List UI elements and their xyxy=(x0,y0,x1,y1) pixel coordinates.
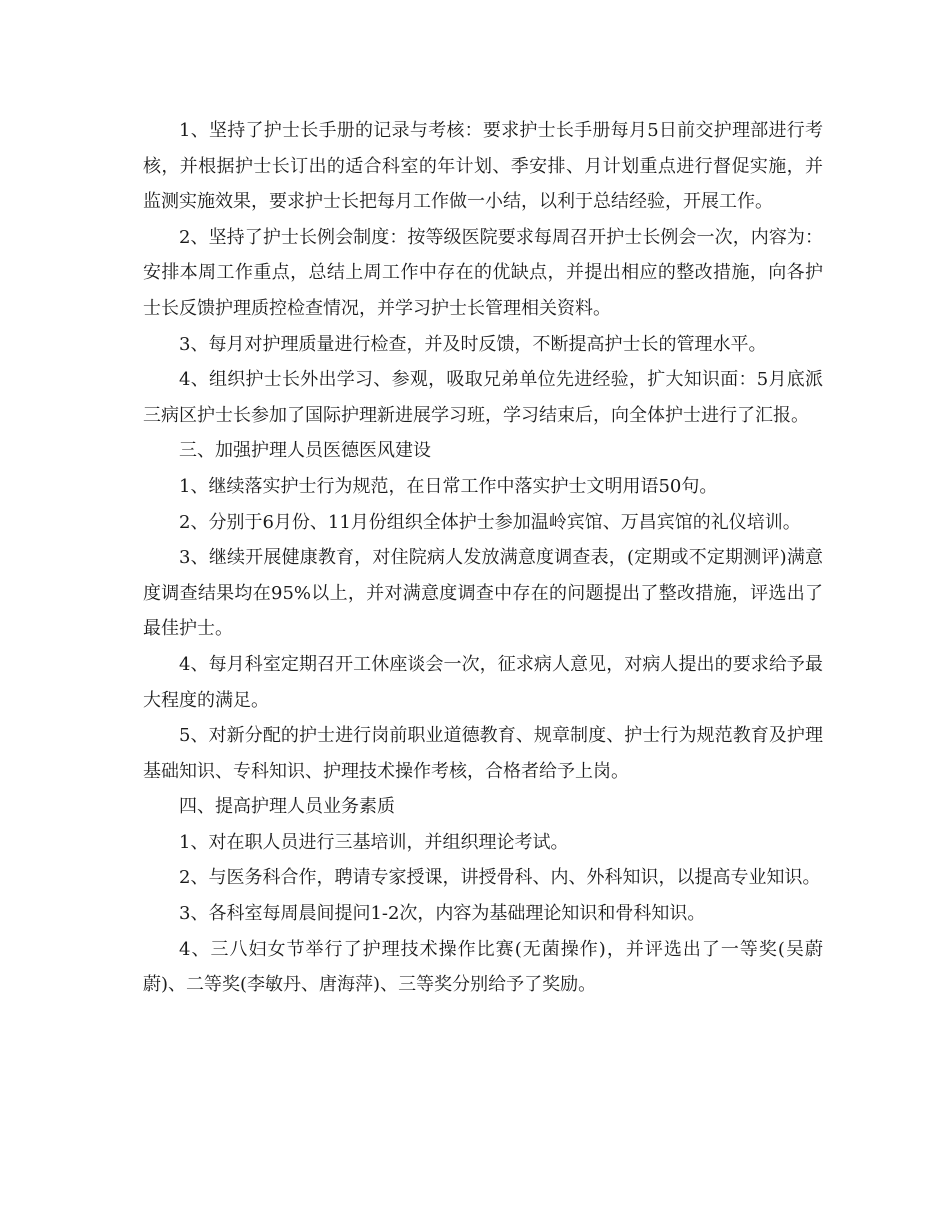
paragraph-etiquette-training: 2、分别于6月份、11月份组织全体护士参加温岭宾馆、万昌宾馆的礼仪培训。 xyxy=(179,511,801,533)
paragraph-handbook-review: 1、坚持了护士长手册的记录与考核：要求护士长手册每月5日前交护理部进行考核，并根据护士长订出的适合科室的年计划、季安排、月计划重点进行督促实施，并监测实施效果，要求护士长把每月工作做一小结，以利于总结经验，开展工作。 xyxy=(143,120,823,213)
paragraph-head-nurse-meeting: 2、坚持了护士长例会制度：按等级医院要求每周召开护士长例会一次，内容为：安排本周工作重点，总结上周工作中存在的优缺点，并提出相应的整改措施，向各护士长反馈护理质控检查情况，并学习护士长管理相关资料。 xyxy=(143,226,823,319)
paragraph-skills-competition: 4、三八妇女节举行了护理技术操作比赛(无菌操作)，并评选出了一等奖(吴蔚蔚)、二等奖(李敏丹、唐海萍)、三等奖分别给予了奖励。 xyxy=(143,938,823,996)
paragraph-morning-questions: 3、各科室每周晨间提问1-2次，内容为基础理论知识和骨科知识。 xyxy=(179,903,706,925)
paragraph-monthly-inspection: 3、每月对护理质量进行检查，并及时反馈，不断提高护士长的管理水平。 xyxy=(179,333,767,355)
section-heading-ethics: 三、加强护理人员医德医风建设 xyxy=(179,440,431,462)
section-heading-skills: 四、提高护理人员业务素质 xyxy=(179,796,395,818)
paragraph-external-study: 4、组织护士长外出学习、参观，吸取兄弟单位先进经验，扩大知识面：5月底派三病区护士长参加了国际护理新进展学习班，学习结束后，向全体护士进行了汇报。 xyxy=(143,369,823,426)
paragraph-basic-training: 1、对在职人员进行三基培训，并组织理论考试。 xyxy=(179,831,569,853)
paragraph-new-nurse-training: 5、对新分配的护士进行岗前职业道德教育、规章制度、护士行为规范教育及护理基础知识、专科知识、护理技术操作考核，合格者给予上岗。 xyxy=(143,725,823,782)
paragraph-health-education: 3、继续开展健康教育，对住院病人发放满意度调查表，(定期或不定期测评)满意度调查结果均在95%以上，并对满意度调查中存在的问题提出了整改措施，评选出了最佳护士。 xyxy=(143,547,823,640)
document-body xyxy=(143,113,823,1003)
paragraph-patient-forum: 4、每月科室定期召开工休座谈会一次，征求病人意见，对病人提出的要求给予最大程度的满足。 xyxy=(143,653,823,711)
paragraph-behavior-norms: 1、继续落实护士行为规范，在日常工作中落实护士文明用语50句。 xyxy=(179,475,718,497)
paragraph-expert-lectures: 2、与医务科合作，聘请专家授课，讲授骨科、内、外科知识，以提高专业知识。 xyxy=(179,867,821,889)
